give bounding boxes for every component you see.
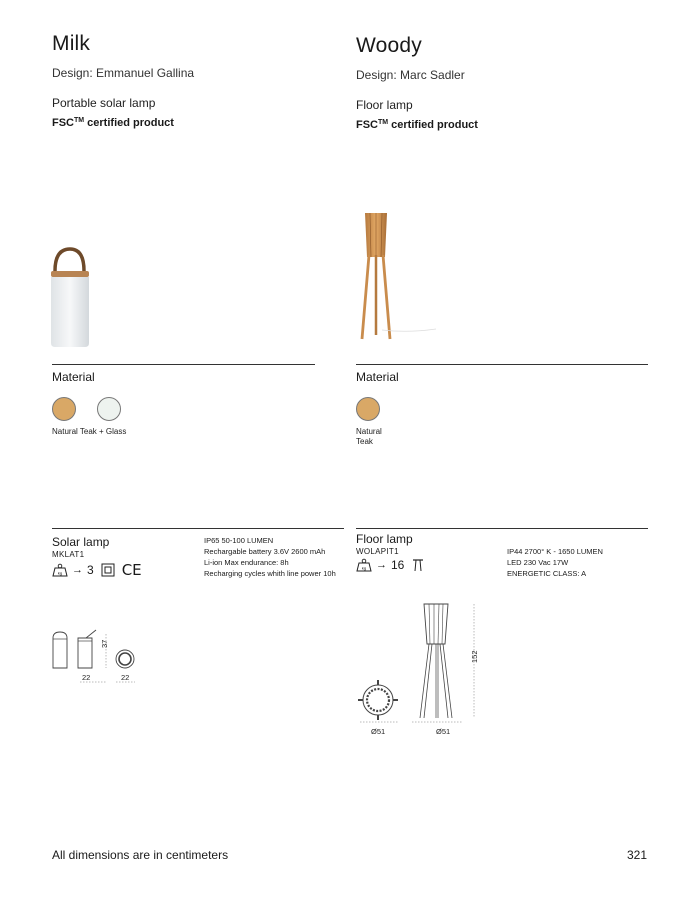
dim-width-milk: 22 (82, 673, 91, 682)
quantity-woody: 16 (391, 558, 405, 572)
divider-material-woody (356, 364, 648, 365)
svg-text:kg: kg (361, 565, 367, 571)
product-code-milk: MKLAT1 (52, 550, 85, 559)
spec-line: Li-ion Max endurance: 8h (204, 558, 289, 567)
spec-line: IP44 2700° K - 1650 LUMEN (507, 547, 603, 556)
quantity-milk: 3 (87, 563, 94, 577)
divider-product-woody (356, 528, 648, 529)
milk-lamp-photo (46, 245, 96, 350)
product-title-milk: Milk (52, 32, 91, 55)
spec-line: Rechargable battery 3.6V 2600 mAh (204, 547, 326, 556)
arrow-right-icon: → (376, 559, 387, 571)
fsc-label-woody: FSC™ certified product (356, 119, 478, 131)
woody-technical-drawing (352, 600, 482, 728)
spec-line: LED 230 Vac 17W (507, 558, 569, 567)
swatch-teak-milk (52, 397, 76, 421)
class-ii-insulation-icon (101, 563, 115, 577)
woody-lamp-photo (350, 205, 450, 347)
swatch-teak-woody (356, 397, 380, 421)
material-heading-woody: Material (356, 370, 399, 384)
spec-line: ENERGETIC CLASS: A (507, 569, 587, 578)
swatch-glass-milk (97, 397, 121, 421)
product-name-woody: Floor lamp (356, 532, 413, 546)
spec-line: IP65 50-100 LUMEN (204, 536, 274, 545)
dim-height-milk: 37 (100, 639, 109, 648)
product-kind-milk: Portable solar lamp (52, 96, 156, 110)
designer-woody: Design: Marc Sadler (356, 68, 465, 82)
milk-technical-drawing (50, 628, 145, 686)
product-code-woody: WOLAPIT1 (356, 547, 399, 556)
package-weight-icon (52, 563, 68, 577)
material-heading-milk: Material (52, 370, 95, 384)
svg-text:kg: kg (57, 570, 63, 576)
arrow-right-icon: → (72, 564, 83, 576)
lamp-type-icon (411, 558, 425, 572)
dim-diameter-side-woody: Ø51 (436, 727, 451, 736)
product-kind-woody: Floor lamp (356, 98, 413, 112)
spec-line: Recharging cycles whith line power 10h (204, 569, 336, 578)
divider-product-milk (52, 528, 344, 529)
specs-woody (507, 546, 603, 579)
material-caption-milk: Natural Teak + Glass (52, 427, 127, 436)
fsc-label-milk: FSC™ certified product (52, 117, 174, 129)
dim-depth-milk: 22 (121, 673, 130, 682)
dim-height-woody: 152 (470, 650, 479, 663)
package-weight-icon (356, 558, 372, 572)
specs-milk (204, 535, 336, 579)
divider-material-milk (52, 364, 315, 365)
footer-note: All dimensions are in centimeters (52, 848, 229, 862)
designer-milk: Design: Emmanuel Gallina (52, 66, 195, 80)
product-title-woody: Woody (356, 34, 422, 57)
packaging-row-woody (356, 558, 425, 572)
dim-diameter-top-woody: Ø51 (371, 727, 386, 736)
material-caption-woody: Natural Teak (356, 427, 382, 446)
packaging-row-milk (52, 561, 142, 579)
product-name-milk: Solar lamp (52, 535, 110, 549)
page-number: 321 (626, 848, 647, 862)
ce-mark-icon: CE (121, 561, 142, 579)
